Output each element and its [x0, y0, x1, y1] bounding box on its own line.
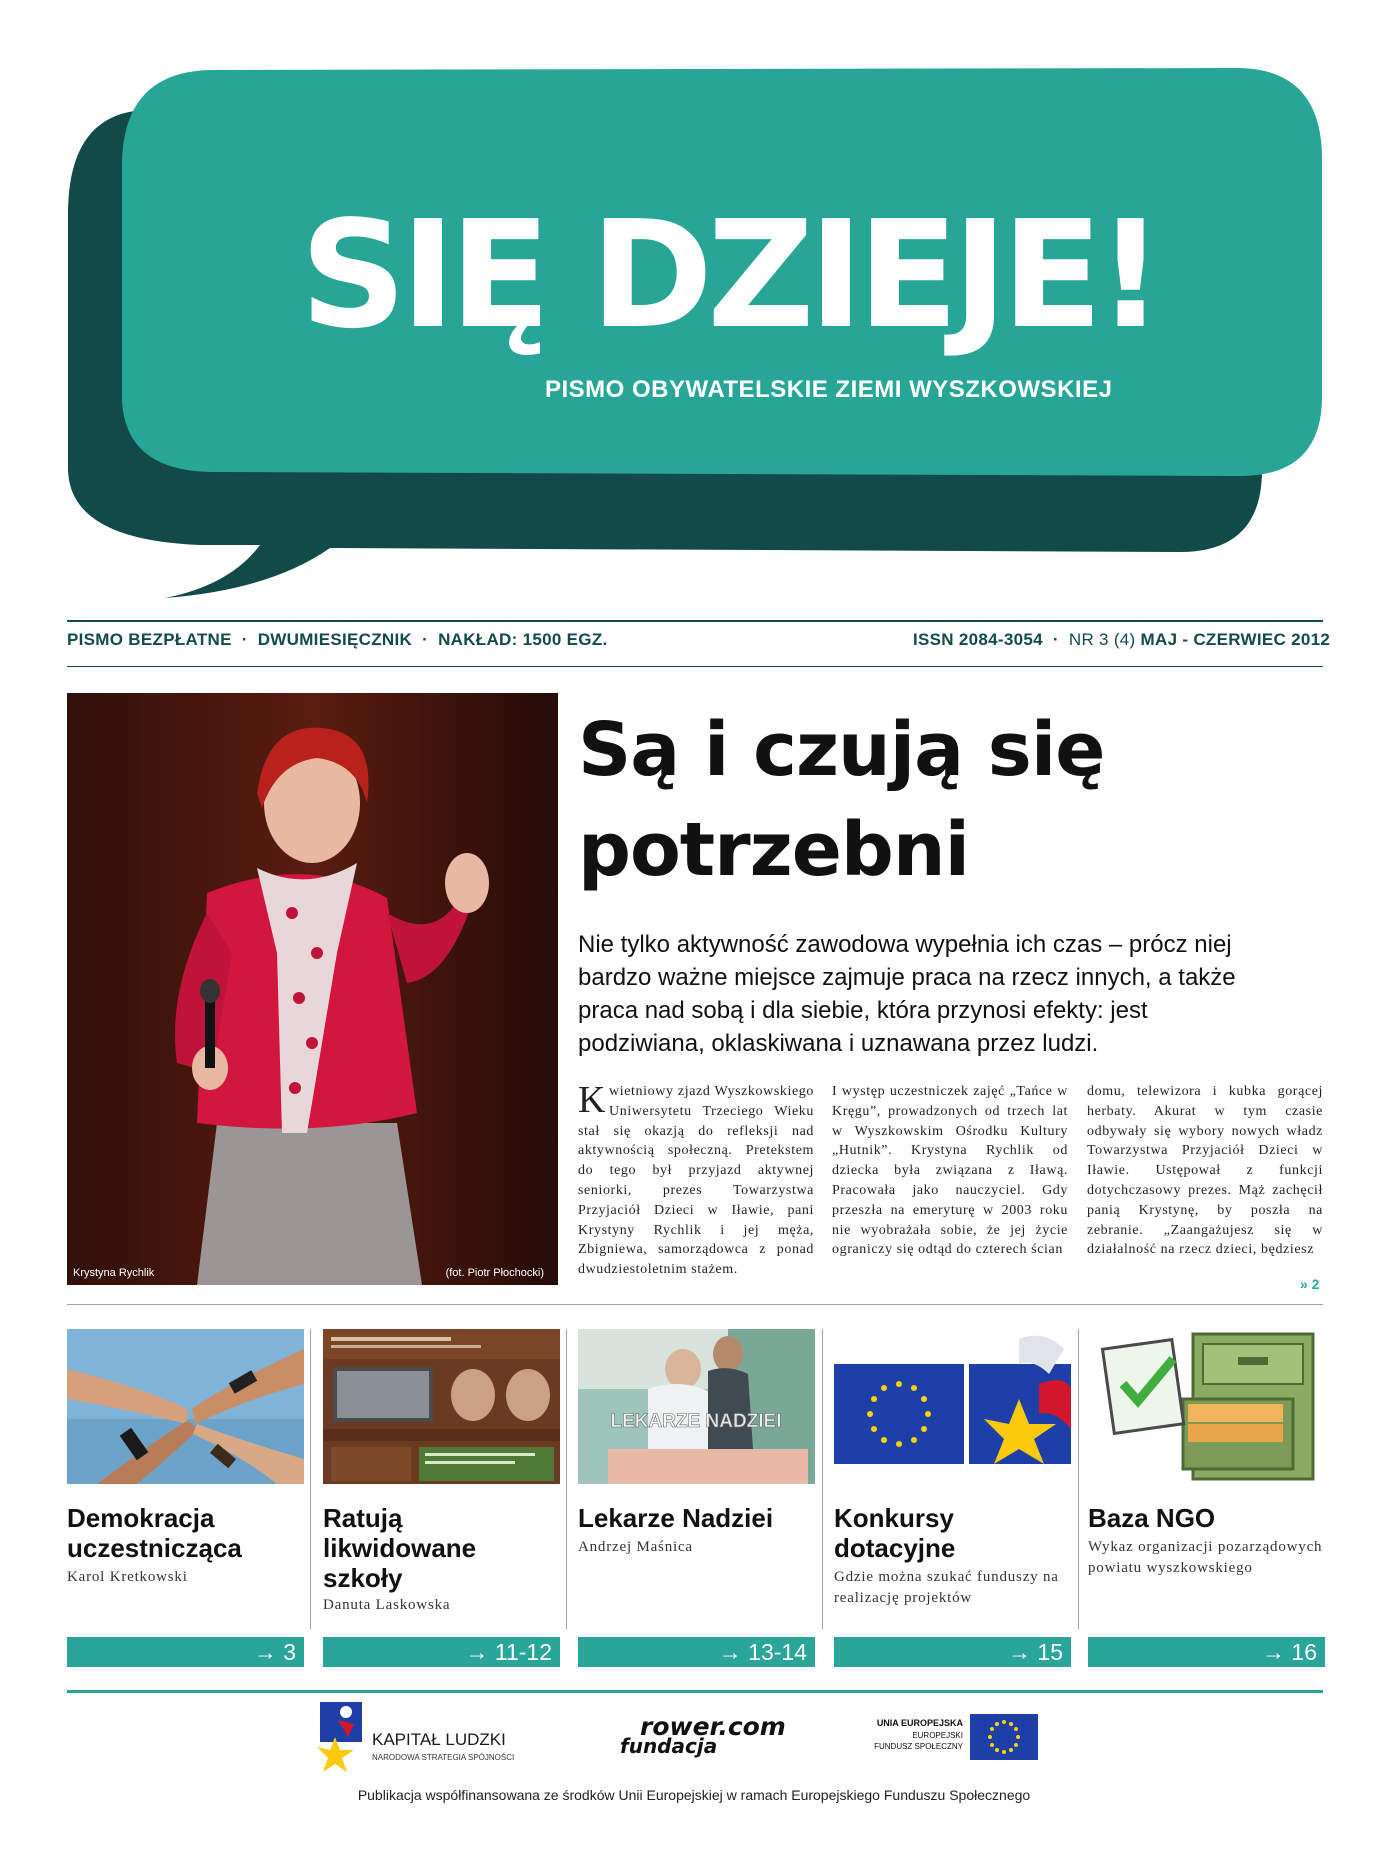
separator-dot: · — [241, 630, 248, 649]
teaser-page-link[interactable]: → 16 — [1088, 1637, 1325, 1667]
teaser-page-link[interactable]: → 15 — [834, 1637, 1071, 1667]
ue-line3: FUNDUSZ SPOŁECZNY — [874, 1742, 963, 1751]
teaser-title: Demokracja uczestnicząca — [67, 1503, 242, 1563]
masthead-subtitle: PISMO OBYWATELSKIE ZIEMI WYSZKOWSKIEJ — [545, 376, 1113, 403]
info-free: PISMO BEZPŁATNE — [67, 630, 232, 649]
info-issn: ISSN 2084-3054 — [913, 630, 1043, 649]
info-bar-right — [913, 630, 1330, 650]
kapital-ludzki-icon — [312, 1702, 372, 1772]
teaser-image-file-cabinet — [1088, 1329, 1325, 1484]
info-bar-left — [67, 630, 608, 650]
teaser-author: Danuta Laskowska — [323, 1597, 451, 1613]
teaser-title: Konkursy dotacyjne — [834, 1503, 956, 1563]
teaser-image-label: LEKARZE NADZIEI — [610, 1411, 782, 1432]
article-column-1-text: wietniowy zjazd Wyszkowskiego Uniwersytetu Trzeciego Wieku stał się okazją do refleksji nad aktywnością społeczną. Pretekstem do tego był przyjazd aktywnej seniorki, prezes Towarzystwa Przyjaciół Dzieci w Iławie, pani Krystyny Rychlik i jej męża, Zbigniewa, samorządowca z ponad dwudziestoletnim stażem. — [578, 1084, 814, 1278]
article-column-3: domu, telewizora i kubka gorącej herbaty. Akurat w tym czasie odbywały się wybory nowych władz Towarzystwa Przyjaciół Dzieci w Iławie. Ustępował z funkcji dotychczasowy prezes. Mąż zachęcił panią Krystynę, by poszła na zebranie. „Zaangażujesz się w działalność na rzecz dzieci, będziesz — [1087, 1084, 1323, 1258]
teaser-image-website — [323, 1329, 560, 1484]
teaser-image-hands — [67, 1329, 304, 1484]
teaser-konkursy[interactable] — [834, 1329, 1071, 1665]
footer-rule — [67, 1690, 1323, 1693]
teaser-description: Gdzie można szukać funduszy na realizację projektów — [834, 1569, 1059, 1606]
teaser-description: Wykaz organizacji pozarządowych powiatu wyszkowskiego — [1088, 1539, 1323, 1576]
article-photo — [67, 693, 558, 1285]
info-date: MAJ - CZERWIEC 2012 — [1140, 630, 1331, 649]
kapital-ludzki-logo — [312, 1702, 542, 1772]
teaser-title: Lekarze Nadziei — [578, 1503, 774, 1533]
fundacja-rower-top: rower.com — [640, 1712, 786, 1741]
teaser-image-doctors — [578, 1329, 815, 1484]
article-column-2: I występ uczestniczek zajęć „Tańce w Kręgu”, prowadzonych od trzech lat w Wyszkowskim Ośrodku Kultury „Hutnik”. Krystyna Rychlik od dziecka była związana z Iławą. Pracowała jako nauczyciel. Gdy przeszła na emeryturę w 2003 roku nie wyobrażała sobie, że jej życie ograniczy się odtąd do czterech ścian — [832, 1084, 1068, 1258]
masthead-title: SIĘ DZIEJE! — [300, 189, 1159, 361]
kapital-ludzki-subtitle: NARODOWA STRATEGIA SPÓJNOŚCI — [372, 1753, 515, 1762]
article-column-1 — [578, 1082, 814, 1282]
continued-link[interactable]: » 2 — [1300, 1276, 1320, 1292]
teaser-separator — [822, 1329, 823, 1629]
article-bottom-rule — [67, 1304, 1323, 1305]
info-frequency: DWUMIESIĘCZNIK — [257, 630, 413, 649]
photo-caption: Krystyna Rychlik — [73, 1267, 155, 1279]
teaser-page-link[interactable]: → 13-14 — [578, 1637, 815, 1667]
teaser-separator — [1078, 1329, 1079, 1629]
ue-efs-logo — [874, 1714, 1075, 1764]
ue-title: UNIA EUROPEJSKA — [876, 1718, 963, 1728]
ue-line2: EUROPEJSKI — [912, 1731, 963, 1740]
article-headline: Są i czują się potrzebni — [578, 707, 1105, 893]
teaser-title: Baza NGO — [1088, 1503, 1216, 1533]
teaser-baza-ngo[interactable] — [1088, 1329, 1325, 1665]
teaser-page-link[interactable]: → 11-12 — [323, 1637, 560, 1667]
teaser-demokracja[interactable] — [67, 1329, 304, 1665]
teaser-separator — [310, 1329, 311, 1629]
fundacja-rower-logo — [620, 1712, 790, 1762]
top-rule — [67, 620, 1323, 622]
eu-flag-icon — [970, 1714, 1038, 1760]
photo-credit: (fot. Piotr Płochocki) — [445, 1267, 544, 1279]
teaser-image-eu-logos — [834, 1329, 1071, 1484]
teaser-lekarze[interactable] — [578, 1329, 815, 1665]
article-lead: Nie tylko aktywność zawodowa wypełnia ich czas – prócz niej bardzo ważne miejsce zajmuje praca na rzecz innych, a także praca nad sobą i dla siebie, która przynosi efekty: jest podziwiana, oklaskiwana i uznawana przez ludzi. — [578, 931, 1236, 1057]
photo-caption-bar — [67, 1262, 558, 1285]
fundacja-rower-bottom: fundacja — [620, 1734, 718, 1758]
separator-dot: · — [1052, 630, 1059, 649]
separator-dot: · — [422, 630, 429, 649]
teaser-author: Karol Kretkowski — [67, 1569, 188, 1585]
info-issue-no: NR 3 (4) — [1068, 630, 1136, 649]
teaser-separator — [566, 1329, 567, 1629]
kapital-ludzki-title: KAPITAŁ LUDZKI — [372, 1730, 506, 1749]
teaser-author: Andrzej Maśnica — [578, 1539, 693, 1555]
article-dropcap: K — [578, 1082, 607, 1121]
teaser-title: Ratują likwidowane szkoły — [323, 1503, 477, 1593]
teaser-page-link[interactable]: → 3 — [67, 1637, 304, 1667]
cofinancing-note: Publikacja współfinansowana ze środków Unii Europejskiej w ramach Europejskiego Funduszu Społecznego — [357, 1787, 1031, 1803]
info-circulation: NAKŁAD: 1500 EGZ. — [438, 630, 608, 649]
info-bar-bottom-rule — [67, 666, 1323, 667]
teaser-ratuja[interactable] — [323, 1329, 560, 1665]
